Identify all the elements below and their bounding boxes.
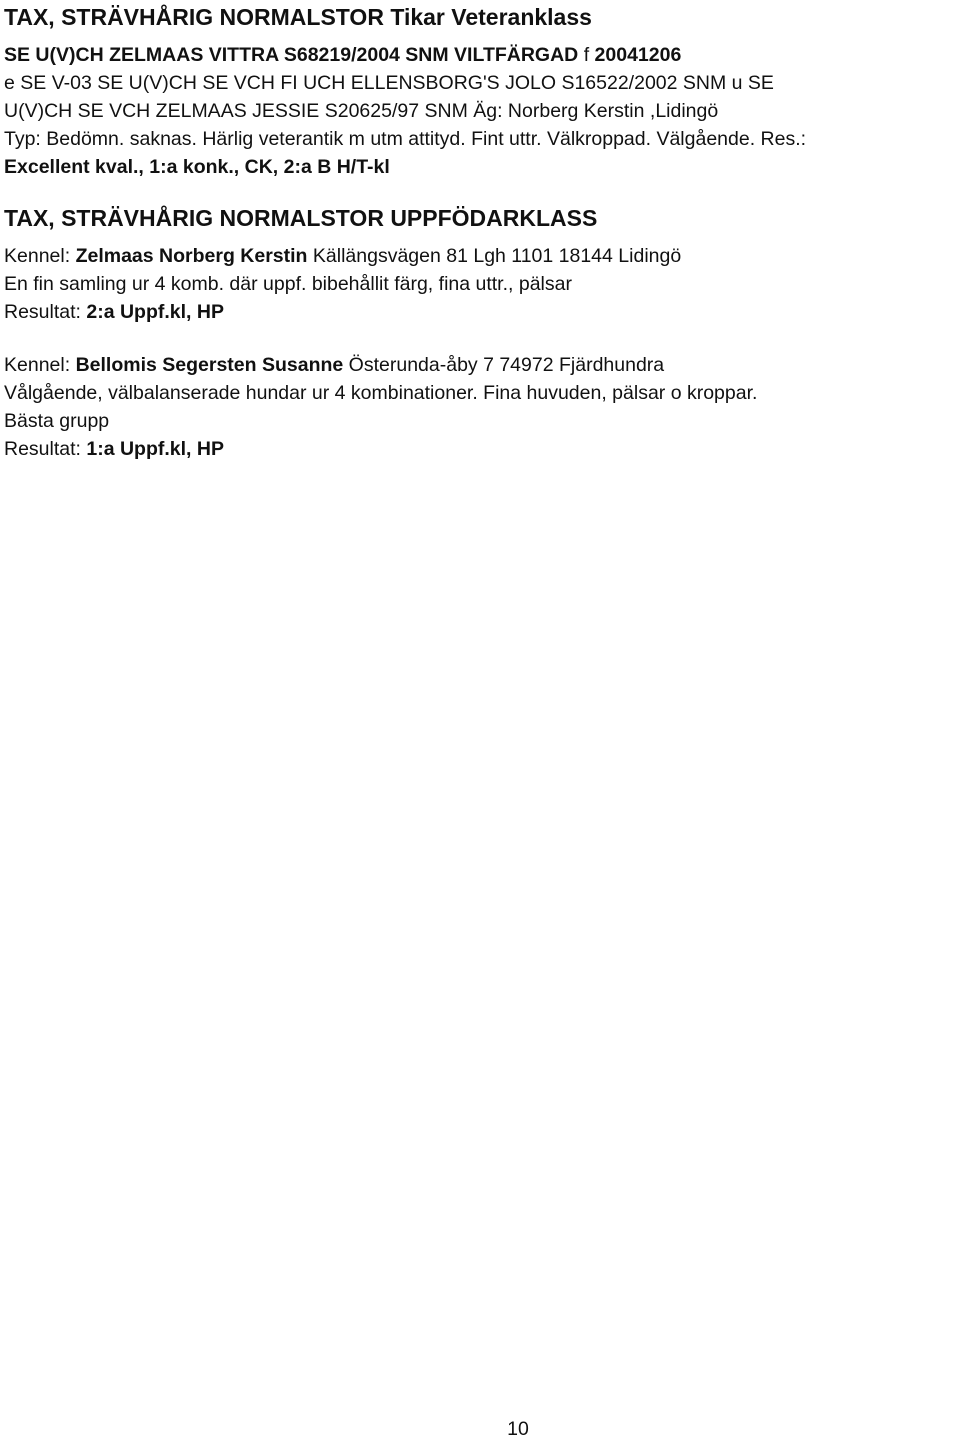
dog-result: Excellent kval., 1:a konk., CK, 2:a B H/T-kl [4, 156, 390, 178]
class-heading-veteran: TAX, STRÄVHÅRIG NORMALSTOR Tikar Veteranklass [4, 4, 592, 30]
group-result-line [4, 435, 757, 463]
dog-parents-line-1: e SE V-03 SE U(V)CH SE VCH FI UCH ELLENSBORG'S JOLO S16522/2002 SNM u SE [4, 72, 774, 94]
breeder-group-2 [4, 351, 757, 463]
group-comment-1: Vålgående, välbalanserade hundar ur 4 kombinationer. Fina huvuden, pälsar o kroppar. [4, 382, 758, 404]
dog-critique: Typ: Bedömn. saknas. Härlig veterantik m utm attityd. Fint uttr. Välkroppad. Välgående. Res.: [4, 128, 807, 150]
kennel-label: Kennel: [4, 245, 71, 267]
kennel-line [4, 351, 757, 379]
kennel-name: Bellomis Segersten Susanne [75, 354, 344, 376]
breeder-group-1 [4, 242, 681, 326]
dog-sex: f [583, 44, 590, 66]
kennel-address: Österunda-åby 7 74972 Fjärdhundra [348, 354, 665, 376]
group-result-line [4, 298, 681, 326]
result-value: 1:a Uppf.kl, HP [86, 438, 224, 460]
group-comment-2: Bästa grupp [4, 410, 110, 432]
kennel-line [4, 242, 681, 270]
group-comment-1: En fin samling ur 4 komb. där uppf. bibehållit färg, fina uttr., pälsar [4, 273, 572, 295]
page-number: 10 [507, 1418, 529, 1440]
class-heading-breeder: TAX, STRÄVHÅRIG NORMALSTOR UPPFÖDARKLASS [4, 205, 598, 231]
kennel-label: Kennel: [4, 354, 71, 376]
dog-dob: 20041206 [594, 44, 682, 66]
dog-title-line [4, 41, 806, 69]
dog-entry [4, 41, 806, 181]
result-value: 2:a Uppf.kl, HP [86, 301, 224, 323]
dog-parents-line-2: U(V)CH SE VCH ZELMAAS JESSIE S20625/97 SNM Äg: Norberg Kerstin ,Lidingö [4, 100, 719, 122]
result-label: Resultat: [4, 438, 81, 460]
dog-name: SE U(V)CH ZELMAAS VITTRA S68219/2004 SNM VILTFÄRGAD [4, 44, 579, 66]
kennel-name: Zelmaas Norberg Kerstin [75, 245, 308, 267]
result-label: Resultat: [4, 301, 81, 323]
kennel-address: Källängsvägen 81 Lgh 1101 18144 Lidingö [312, 245, 682, 267]
